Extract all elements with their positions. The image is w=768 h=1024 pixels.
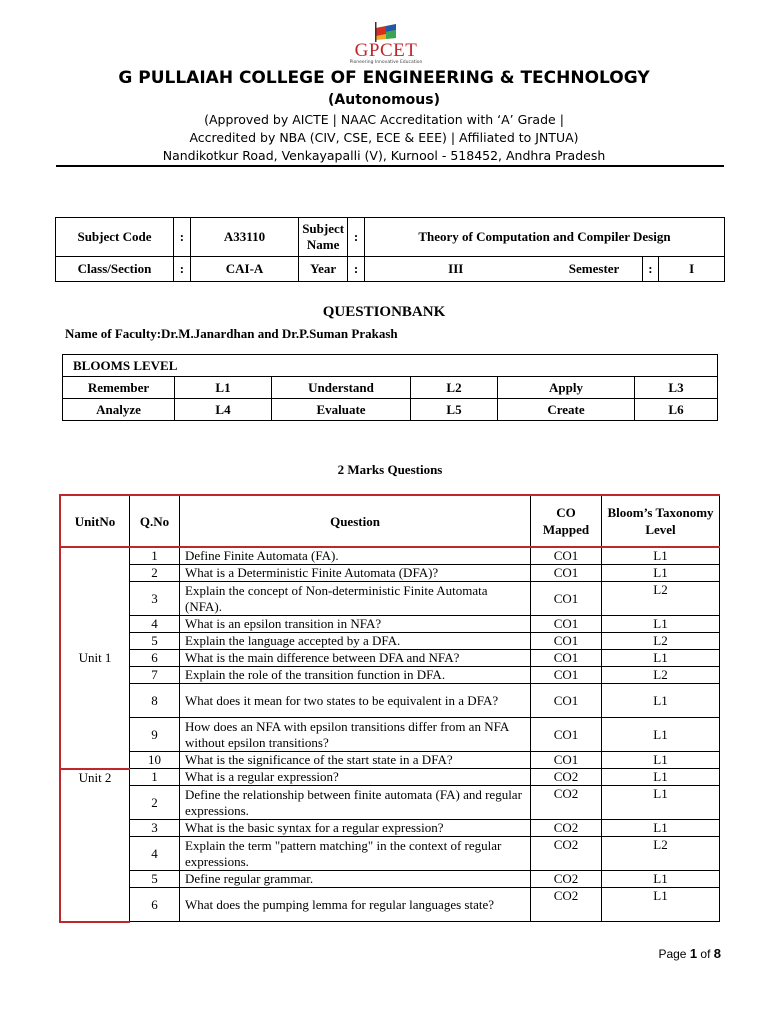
header-divider	[56, 165, 724, 167]
co-mapped: CO1	[531, 582, 602, 616]
question-number: 3	[130, 820, 180, 837]
co-mapped: CO1	[531, 650, 602, 667]
bloom-level: L2	[602, 667, 720, 684]
bloom-level: L1	[602, 547, 720, 565]
blooms-cell: L1	[175, 377, 272, 399]
question-number: 4	[130, 837, 180, 871]
table-row	[60, 718, 720, 752]
question-text: What is the basic syntax for a regular expression?	[180, 820, 531, 837]
semester-label: Semester	[547, 257, 642, 282]
table-row	[60, 786, 720, 820]
colon: :	[173, 218, 190, 257]
logo-text: GPCET	[354, 40, 418, 61]
co-mapped: CO1	[531, 547, 602, 565]
question-text: What is a regular expression?	[180, 769, 531, 786]
college-logo	[348, 20, 424, 68]
blooms-level-title: BLOOMS LEVEL	[63, 355, 718, 377]
question-text: Explain the role of the transition function in DFA.	[180, 667, 531, 684]
colon: :	[642, 257, 659, 282]
question-number: 5	[130, 633, 180, 650]
table-row	[60, 633, 720, 650]
unit-header: UnitNo	[60, 495, 130, 547]
blooms-cell: L4	[175, 399, 272, 421]
section-title: 2 Marks Questions	[337, 462, 443, 477]
semester-value: I	[659, 257, 725, 282]
bloom-level: L1	[602, 684, 720, 718]
bloom-level: L1	[602, 871, 720, 888]
blooms-cell: L3	[635, 377, 718, 399]
bloom-level: L1	[602, 820, 720, 837]
subject-code-label: Subject Code	[56, 218, 174, 257]
question-text: Explain the language accepted by a DFA.	[180, 633, 531, 650]
question-text: What does the pumping lemma for regular languages state?	[180, 888, 531, 922]
question-text: How does an NFA with epsilon transitions differ from an NFA without epsilon transitions?	[180, 718, 531, 752]
co-mapped: CO2	[531, 820, 602, 837]
co-mapped: CO1	[531, 616, 602, 633]
blooms-level-table	[62, 354, 718, 421]
college-name: G PULLAIAH COLLEGE OF ENGINEERING & TECHNOLOGY	[118, 68, 650, 88]
college-address: Nandikotkur Road, Venkayapalli (V), Kurnool - 518452, Andhra Pradesh	[162, 148, 606, 163]
co-mapped: CO2	[531, 786, 602, 820]
blooms-cell: L2	[411, 377, 498, 399]
co-mapped: CO1	[531, 667, 602, 684]
blooms-cell: Understand	[272, 377, 411, 399]
colon: :	[348, 257, 365, 282]
co-mapped: CO1	[531, 565, 602, 582]
subject-code-value: A33110	[190, 218, 298, 257]
table-row	[60, 888, 720, 922]
unit-label: Unit 1	[60, 547, 130, 769]
class-section-label: Class/Section	[56, 257, 174, 282]
faculty-name: Name of Faculty:Dr.M.Janardhan and Dr.P.Suman Prakash	[65, 326, 398, 341]
co-mapped: CO2	[531, 837, 602, 871]
question-number: 6	[130, 888, 180, 922]
question-text: Define regular grammar.	[180, 871, 531, 888]
question-number: 9	[130, 718, 180, 752]
table-row	[60, 837, 720, 871]
co-mapped: CO1	[531, 633, 602, 650]
of-word: of	[700, 947, 711, 961]
blooms-cell: Evaluate	[272, 399, 411, 421]
unit-label: Unit 2	[60, 769, 130, 922]
qno-header: Q.No	[130, 495, 180, 547]
question-number: 7	[130, 667, 180, 684]
year-label: Year	[299, 257, 348, 282]
blooms-cell: Remember	[63, 377, 175, 399]
table-row	[60, 650, 720, 667]
year-value: III	[364, 257, 546, 282]
blooms-cell: L5	[411, 399, 498, 421]
question-number: 1	[130, 769, 180, 786]
questionbank-title: QUESTIONBANK	[322, 304, 446, 320]
accreditation-line: Accredited by NBA (CIV, CSE, ECE & EEE) | Affiliated to JNTUA)	[189, 130, 579, 145]
table-row	[60, 582, 720, 616]
subject-name-label: Subject Name	[299, 218, 348, 257]
blooms-cell: Apply	[498, 377, 635, 399]
question-number: 4	[130, 616, 180, 633]
table-row	[60, 616, 720, 633]
table-row	[60, 547, 720, 565]
bloom-level: L1	[602, 565, 720, 582]
question-text: What is the significance of the start state in a DFA?	[180, 752, 531, 769]
bloom-level: L1	[602, 888, 720, 922]
subject-details-table	[55, 217, 725, 282]
table-row	[60, 684, 720, 718]
question-number: 5	[130, 871, 180, 888]
table-row	[60, 667, 720, 684]
question-text: What does it mean for two states to be equivalent in a DFA?	[180, 684, 531, 718]
table-row	[60, 871, 720, 888]
question-number: 8	[130, 684, 180, 718]
question-text: What is the main difference between DFA and NFA?	[180, 650, 531, 667]
co-mapped: CO2	[531, 871, 602, 888]
logo-emblem-icon	[374, 20, 398, 42]
class-section-value: CAI-A	[190, 257, 298, 282]
bloom-level: L1	[602, 650, 720, 667]
question-text: Define Finite Automata (FA).	[180, 547, 531, 565]
question-number: 3	[130, 582, 180, 616]
bloom-level: L2	[602, 837, 720, 871]
questions-table	[59, 494, 720, 923]
table-row	[60, 565, 720, 582]
co-mapped: CO2	[531, 888, 602, 922]
table-row	[60, 752, 720, 769]
autonomous-label: (Autonomous)	[328, 92, 440, 108]
bloom-level: L1	[602, 786, 720, 820]
subject-name-value: Theory of Computation and Compiler Design	[364, 218, 724, 257]
blooms-cell: Create	[498, 399, 635, 421]
question-text: What is a Deterministic Finite Automata (DFA)?	[180, 565, 531, 582]
question-number: 6	[130, 650, 180, 667]
page-total: 8	[713, 946, 721, 961]
bloom-level: L2	[602, 633, 720, 650]
blooms-cell: Analyze	[63, 399, 175, 421]
question-number: 2	[130, 786, 180, 820]
question-text: Define the relationship between finite automata (FA) and regular expressions.	[180, 786, 531, 820]
colon: :	[348, 218, 365, 257]
co-mapped: CO2	[531, 769, 602, 786]
page-number	[658, 946, 721, 961]
question-number: 2	[130, 565, 180, 582]
bloom-level: L1	[602, 616, 720, 633]
table-row	[60, 820, 720, 837]
approval-line: (Approved by AICTE | NAAC Accreditation with ‘A’ Grade |	[204, 112, 564, 127]
bloom-level: L2	[602, 582, 720, 616]
bloom-header: Bloom’s Taxonomy Level	[602, 495, 720, 547]
question-number: 1	[130, 547, 180, 565]
blooms-cell: L6	[635, 399, 718, 421]
question-text: Explain the concept of Non-deterministic Finite Automata (NFA).	[180, 582, 531, 616]
bloom-level: L1	[602, 752, 720, 769]
bloom-level: L1	[602, 718, 720, 752]
question-text: What is an epsilon transition in NFA?	[180, 616, 531, 633]
table-row	[60, 769, 720, 786]
co-mapped: CO1	[531, 684, 602, 718]
co-mapped: CO1	[531, 752, 602, 769]
page-current: 1	[689, 946, 698, 961]
question-header: Question	[180, 495, 531, 547]
colon: :	[173, 257, 190, 282]
logo-tagline: Pioneering Innovative Education	[349, 60, 423, 65]
question-number: 10	[130, 752, 180, 769]
page-word: Page	[658, 947, 687, 961]
co-mapped: CO1	[531, 718, 602, 752]
co-header: CO Mapped	[531, 495, 602, 547]
bloom-level: L1	[602, 769, 720, 786]
question-text: Explain the term "pattern matching" in the context of regular expressions.	[180, 837, 531, 871]
